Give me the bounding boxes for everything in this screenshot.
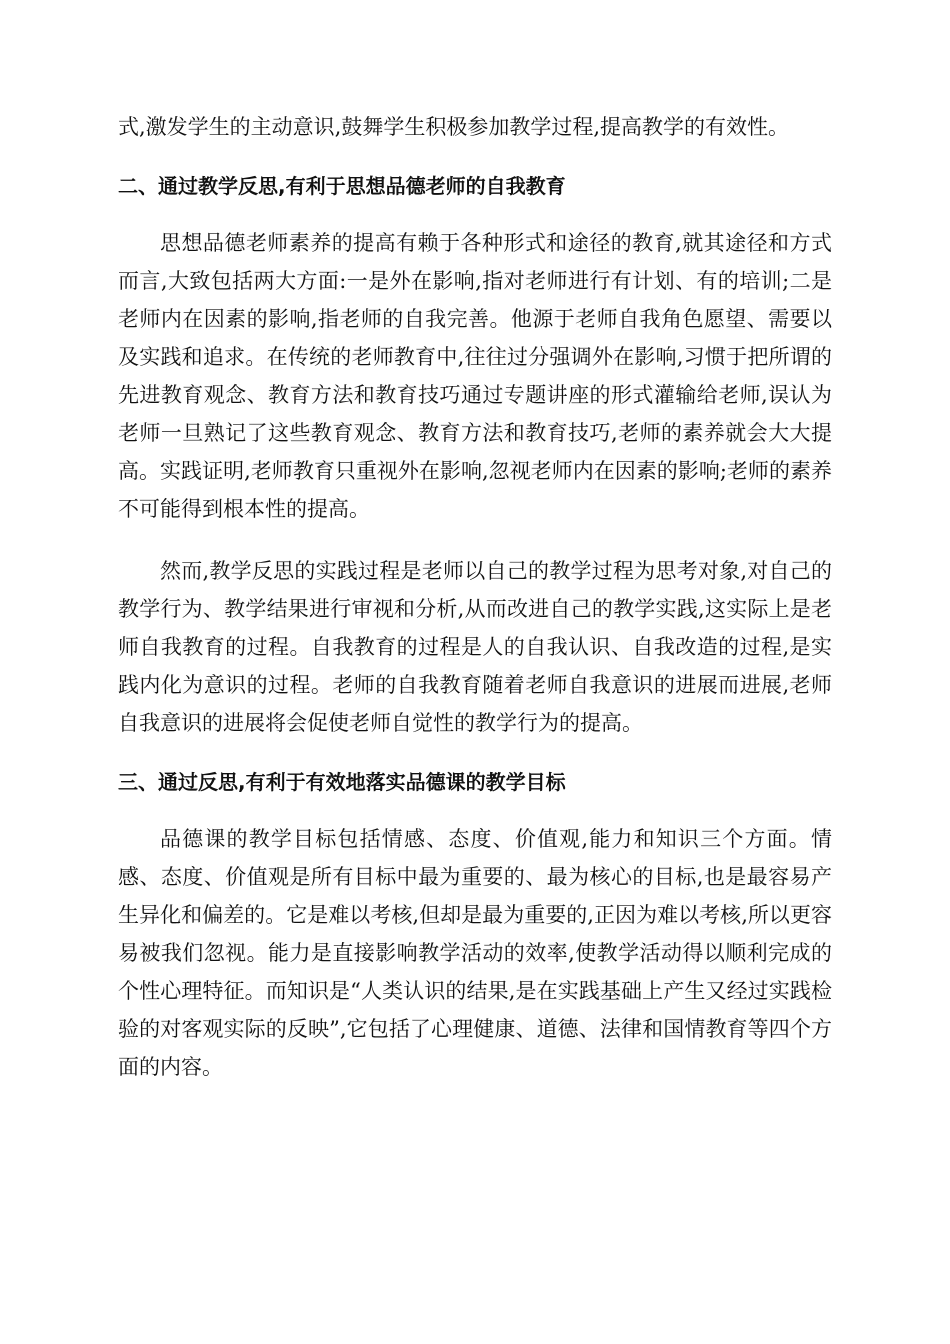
paragraph-reflection-practice: 然而,教学反思的实践过程是老师以自己的教学过程为思考对象,对自己的教学行为、教学结果进行审视和分析,从而改进自己的教学实践,这实际上是老师自我教育的过程。自我教育的过程是人的自我认识、自我改造的过程,是实践内化为意识的过程。老师的自我教育随着老师自我意识的进展而进展,老师自我意识的进展将会促使老师自觉性的教学行为的提高。 bbox=[118, 559, 832, 735]
spacer bbox=[118, 528, 832, 552]
spacer bbox=[118, 742, 832, 766]
section-heading-3: 三、通过反思,有利于有效地落实品德课的教学目标 bbox=[118, 770, 566, 794]
paragraph-continuation: 式,激发学生的主动意识,鼓舞学生积极参加教学过程,提高教学的有效性。 bbox=[118, 115, 790, 139]
section-heading-2: 二、通过教学反思,有利于思想品德老师的自我教育 bbox=[118, 174, 566, 198]
spacer bbox=[118, 798, 832, 820]
spacer bbox=[118, 202, 832, 224]
spacer bbox=[118, 146, 832, 170]
paragraph-self-education: 思想品德老师素养的提高有赖于各种形式和途径的教育,就其途径和方式而言,大致包括两大方面:一是外在影响,指对老师进行有计划、有的培训;二是老师内在因素的影响,指老师的自我完善。他源于老师自我角色愿望、需要以及实践和追求。在传统的老师教育中,往往过分强调外在影响,习惯于把所谓的先进教育观念、教育方法和教育技巧通过专题讲座的形式灌输给老师,误认为老师一旦熟记了这些教育观念、教育方法和教育技巧,老师的素养就会大大提高。实践证明,老师教育只重视外在影响,忽视老师内在因素的影响;老师的素养不可能得到根本性的提高。 bbox=[118, 231, 832, 521]
paragraph-teaching-goals: 品德课的教学目标包括情感、态度、价值观,能力和知识三个方面。情感、态度、价值观是所有目标中最为重要的、最为核心的目标,也是最容易产生异化和偏差的。它是难以考核,但却是最为重要的,正因为难以考核,所以更容易被我们忽视。能力是直接影响教学活动的效率,使教学活动得以顺利完成的个性心理特征。而知识是“人类认识的结果,是在实践基础上产生又经过实践检验的对客观实际的反映”,它包括了心理健康、道德、法律和国情教育等四个方面的内容。 bbox=[118, 827, 832, 1079]
